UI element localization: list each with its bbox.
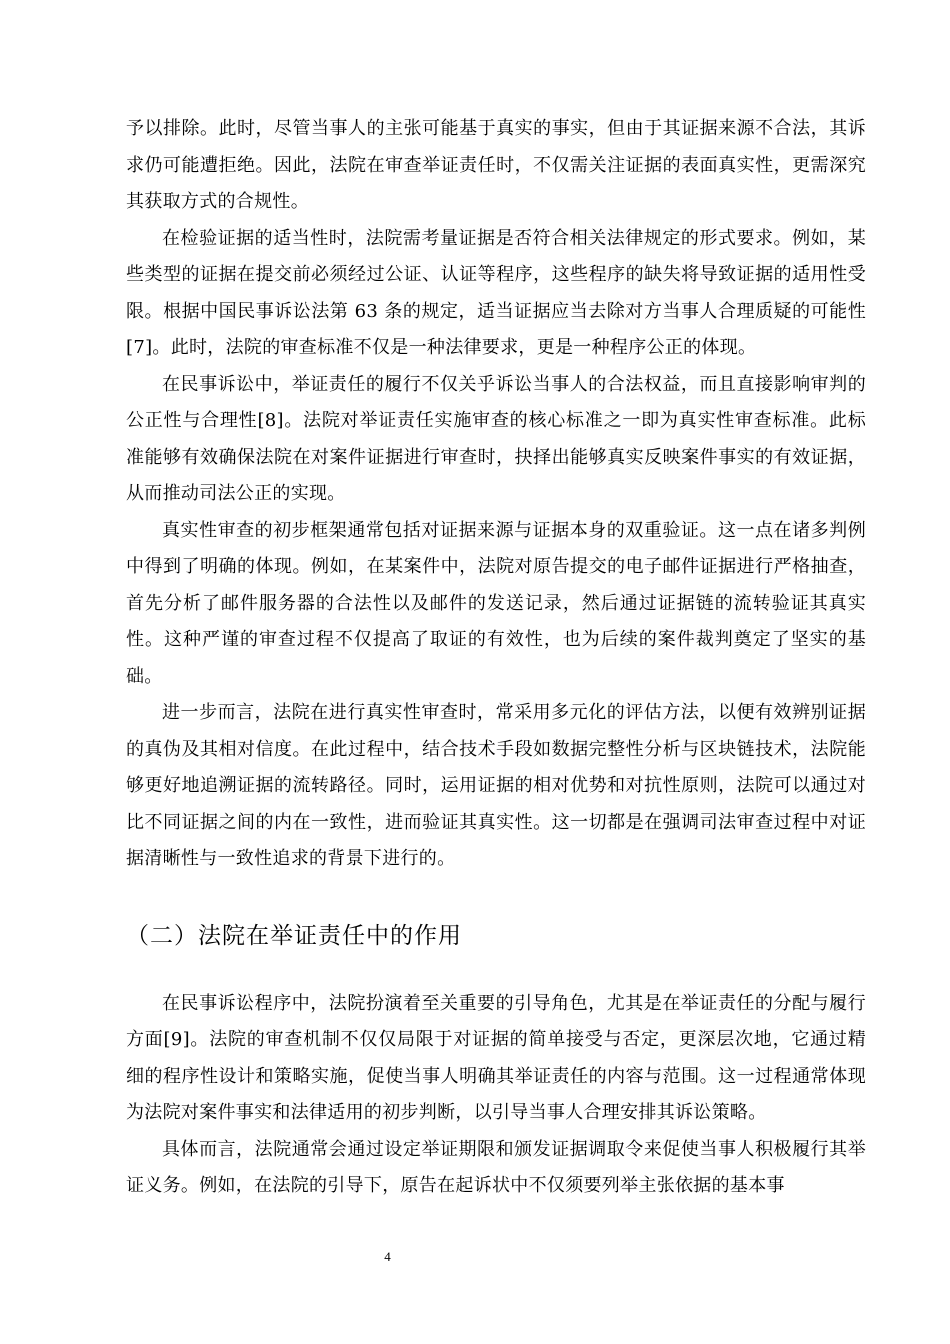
paragraph: 在民事诉讼中，举证责任的履行不仅关乎诉讼当事人的合法权益，而且直接影响审判的公正性与合理性[8]。法院对举证责任实施审查的核心标准之一即为真实性审查标准。此标准能够有效确保法院在对案件证据进行审查时，抉择出能够真实反映案件事实的有效证据，从而推动司法公正的实现。 <box>126 373 866 504</box>
page-body <box>126 111 866 1205</box>
page-number: 4 <box>384 1249 391 1264</box>
section-heading: （二）法院在举证责任中的作用 <box>126 922 462 949</box>
paragraph: 在检验证据的适当性时，法院需考量证据是否符合相关法律规定的形式要求。例如，某些类型的证据在提交前必须经过公证、认证等程序，这些程序的缺失将导致证据的适用性受限。根据中国民事诉讼法第 63 条的规定，适当证据应当去除对方当事人合理质疑的可能性[7]。此时，法院的审查标准不仅是一种法律要求，更是一种程序公正的体现。 <box>126 227 866 358</box>
paragraph: 真实性审查的初步框架通常包括对证据来源与证据本身的双重验证。这一点在诸多判例中得到了明确的体现。例如，在某案件中，法院对原告提交的电子邮件证据进行严格抽查，首先分析了邮件服务器的合法性以及邮件的发送记录，然后通过证据链的流转验证其真实性。这种严谨的审查过程不仅提高了取证的有效性，也为后续的案件裁判奠定了坚实的基础。 <box>126 519 866 687</box>
paragraph: 予以排除。此时，尽管当事人的主张可能基于真实的事实，但由于其证据来源不合法，其诉求仍可能遭拒绝。因此，法院在审查举证责任时，不仅需关注证据的表面真实性，更需深究其获取方式的合规性。 <box>126 118 866 212</box>
paragraph: 具体而言，法院通常会通过设定举证期限和颁发证据调取令来促使当事人积极履行其举证义务。例如，在法院的引导下，原告在起诉状中不仅须要列举主张依据的基本事 <box>126 1138 866 1196</box>
paragraph: 进一步而言，法院在进行真实性审查时，常采用多元化的评估方法，以便有效辨别证据的真伪及其相对信度。在此过程中，结合技术手段如数据完整性分析与区块链技术，法院能够更好地追溯证据的流转路径。同时，运用证据的相对优势和对抗性原则，法院可以通过对比不同证据之间的内在一致性，进而验证其真实性。这一切都是在强调司法审查过程中对证据清晰性与一致性追求的背景下进行的。 <box>126 702 866 869</box>
paragraph: 在民事诉讼程序中，法院扮演着至关重要的引导角色，尤其是在举证责任的分配与履行方面[9]。法院的审查机制不仅仅局限于对证据的简单接受与否定，更深层次地，它通过精细的程序性设计和策略实施，促使当事人明确其举证责任的内容与范围。这一过程通常体现为法院对案件事实和法律适用的初步判断，以引导当事人合理安排其诉讼策略。 <box>126 992 866 1123</box>
